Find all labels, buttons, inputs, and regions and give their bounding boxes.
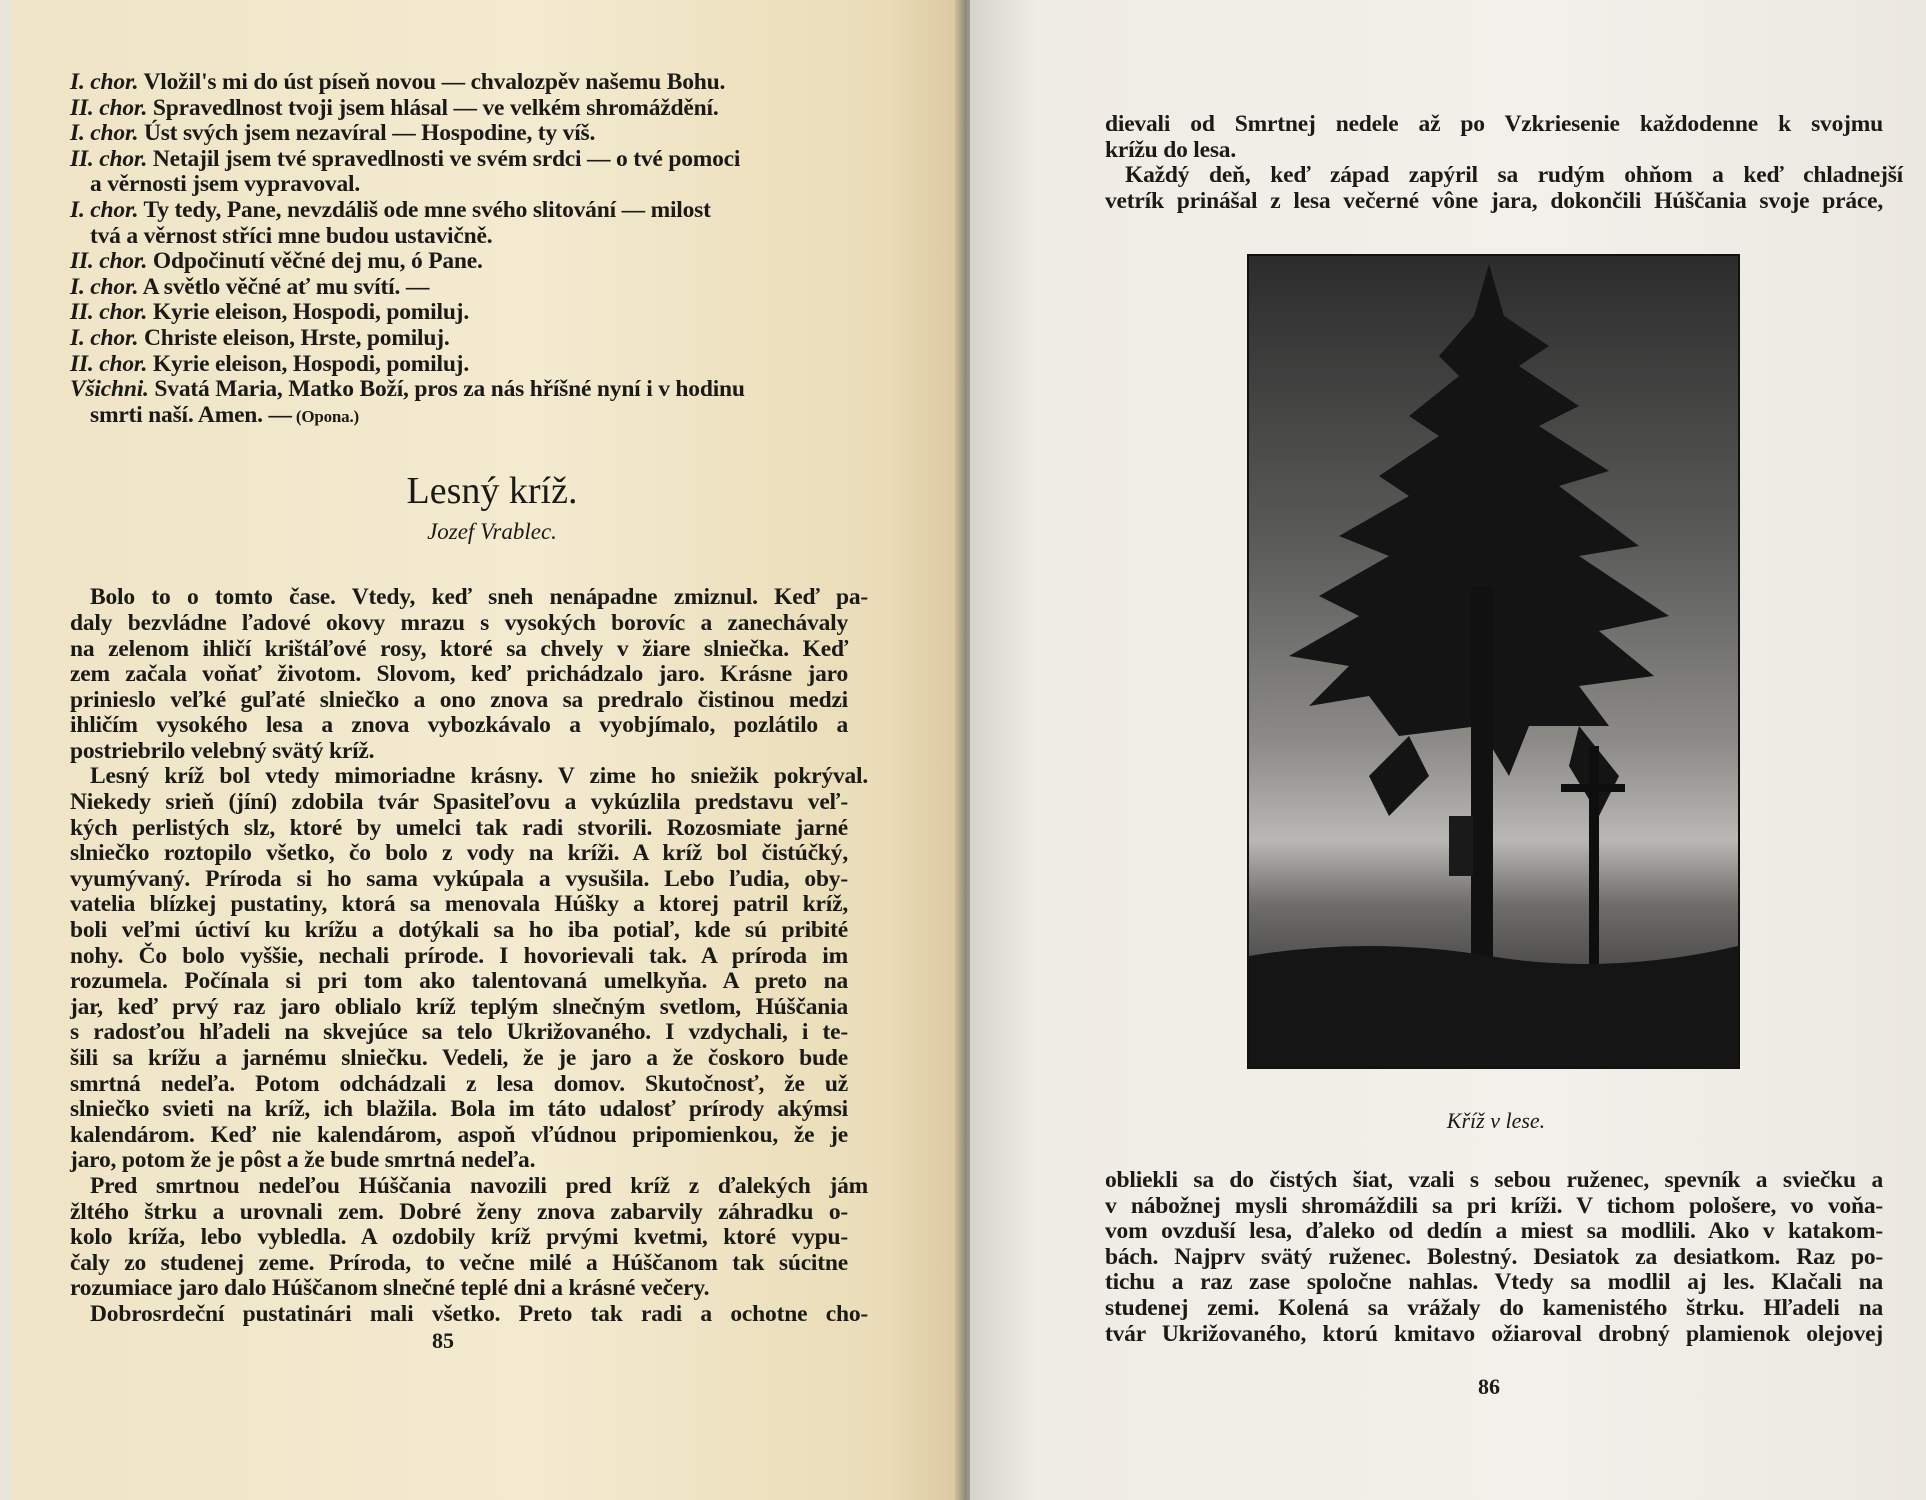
speaker-label: I. chor.	[70, 120, 139, 147]
article-title: Lesný kríž.	[406, 470, 578, 513]
page-number-left: 85	[432, 1328, 454, 1353]
speaker-label: I. chor.	[70, 69, 139, 95]
dialogue-line	[70, 172, 844, 198]
text-line: krížu do lesa.	[1105, 136, 1237, 163]
text-line: nohy. Čo bolo vyššie, nechali prírode. I hovorievali tak. A príroda im	[70, 942, 848, 969]
article-body-left	[70, 584, 868, 1327]
text-line: obliekli sa do čistých šiat, vzali s sebou ruženec, spevník a sviečku a	[1105, 1167, 1883, 1193]
dialogue-text: Svatá Maria, Matko Boží, pros za nás hříšné nyní i v hodinu	[148, 376, 745, 403]
speaker-label: II. chor.	[70, 299, 148, 326]
text-line: rozumela. Počínala si pri tom ako talentovaná umelkyňa. A preto na	[70, 968, 848, 995]
dialogue-text: Odpočinutí věčné dej mu, ó Pane.	[147, 248, 483, 275]
text-line: smrtná nedeľa. Potom odchádzali z lesa domov. Skutočnosť, že už	[70, 1070, 848, 1097]
dialogue-line	[70, 70, 844, 96]
dialogue-text: Netajil jsem tvé spravedlnosti ve svém srdci — o tvé pomoci	[147, 145, 741, 172]
text-line: čaly zo studenej zeme. Príroda, to večne milé a Húščanom tak súcitne	[70, 1249, 848, 1276]
dialogue-line	[70, 326, 844, 352]
text-line: šili sa krížu a jarnému slniečku. Vedeli, že je jaro a že čoskoro bude	[70, 1045, 848, 1071]
text-line: ihličím vysokého lesa a znova vybozkávalo a vyobjímalo, pozlátilo a	[70, 712, 848, 739]
dialogue-text: a věrnosti jsem vypravoval.	[90, 171, 361, 198]
dialogue-block	[70, 70, 844, 429]
text-line: slniečko svieti na kríž, ich blažila. Bola im táto udalosť prírody akýmsi	[70, 1096, 848, 1123]
article-body-right-top	[1105, 111, 1903, 214]
dialogue-text: Vložil's mi do úst píseň novou — chvalozpěv našemu Bohu.	[138, 69, 726, 95]
text-line: Dobrosrdeční pustatinári mali všetko. Preto tak radi a ochotne cho-	[90, 1300, 868, 1327]
dialogue-line	[70, 403, 844, 430]
text-line: zem začala voňať životom. Slovom, keď prichádzalo jaro. Krásne jaro	[70, 661, 848, 688]
left-page	[12, 0, 964, 1500]
dialogue-text: Ty tedy, Pane, nevzdáliš ode mne svého slitování — milost	[138, 196, 711, 223]
text-line: prinieslo veľké guľaté slniečko a ono znova sa predralo čistinou medzi	[70, 686, 848, 713]
dialogue-line	[70, 96, 844, 122]
dialogue-line	[70, 377, 844, 403]
text-line: vom ovzduší lesa, ďaleko od dedín a miest sa modlili. Ako v katakom-	[1105, 1218, 1883, 1245]
dialogue-text: Spravedlnost tvoji jsem hlásal — ve velkém shromáždění.	[147, 94, 719, 121]
speaker-label: Všichni.	[70, 376, 149, 403]
text-line: kalendárom. Keď nie kalendárom, aspoň vľúdnou pripomienkou, že je	[70, 1121, 848, 1148]
speaker-label: I. chor.	[70, 196, 139, 223]
dialogue-text: tvá a věrnost stříci mne budou ustavičně.	[90, 222, 493, 249]
text-line: dievali od Smrtnej nedele až po Vzkriesenie každodenne k svojmu	[1105, 111, 1883, 137]
dialogue-line	[70, 198, 844, 224]
dialogue-line	[70, 249, 844, 275]
dialogue-line	[70, 300, 844, 326]
text-line: Lesný kríž bol vtedy mimoriadne krásny. V zime ho sniežik pokrýval.	[90, 763, 868, 790]
text-line: tichu a raz zase spoločne nahlas. Vtedy sa modlil aj les. Klačali na	[1105, 1269, 1883, 1296]
text-line: Každý deň, keď západ zapýril sa rudým ohňom a keď chladnejší	[1125, 162, 1903, 189]
text-line: vetrík prinášal z lesa večerné vône jara, dokončili Húščania svoje práce,	[1105, 187, 1883, 214]
dialogue-line	[70, 121, 844, 147]
photo-caption: Kříž v lese.	[1446, 1108, 1546, 1133]
speaker-label: II. chor.	[70, 94, 148, 121]
speaker-label: I. chor.	[70, 273, 139, 300]
dialogue-line	[70, 275, 844, 301]
dialogue-text: Christe eleison, Hrste, pomiluj.	[138, 324, 450, 351]
speaker-label: II. chor.	[70, 248, 148, 275]
dialogue-line	[70, 224, 844, 250]
text-line: rozumiace jaro dalo Húščanom slnečné teplé dni a krásné večery.	[70, 1275, 710, 1302]
text-line: tvár Ukrižovaného, ktorú kmitavo ožiaroval drobný plamienok olejovej	[1105, 1320, 1883, 1347]
text-line: vyumývaný. Príroda si ho sama vykúpala a vysušila. Lebo ľudia, oby-	[70, 865, 848, 892]
text-line: bách. Najprv svätý ruženec. Bolestný. Desiatok za desiatkom. Raz po-	[1105, 1243, 1883, 1270]
speaker-label: II. chor.	[70, 350, 148, 377]
speaker-label: I. chor.	[70, 324, 139, 351]
text-line: Niekedy srieň (jíní) zdobila tvár Spasiteľovu a vykúzlila predstavu veľ-	[70, 789, 848, 816]
text-line: v nábožnej mysli shromáždili sa pri kríži. V tichom pološere, vo voňa-	[1105, 1192, 1883, 1219]
text-line: studenej zemi. Kolená sa vrážaly do kamenistého štrku. Hľadeli na	[1105, 1294, 1883, 1321]
article-author: Jozef Vrablec.	[427, 519, 557, 545]
text-line: s radosťou hľadeli na skvejúce sa telo Ukrižovaného. I vzdychali, i te-	[70, 1019, 848, 1046]
text-line: postriebrilo velebný svätý kríž.	[70, 737, 375, 764]
text-line: Pred smrtnou nedeľou Húščania navozili pred kríž z ďalekých jám	[90, 1172, 868, 1199]
cross-in-forest-photo	[1247, 254, 1740, 1069]
dialogue-text: A světlo věčné ať mu svítí. —	[138, 273, 430, 300]
text-line: žltého štrku a urovnali zem. Dobré ženy znova zabarvily záhradku o-	[70, 1198, 848, 1225]
dialogue-line	[70, 352, 844, 378]
article-body-right-bottom	[1105, 1168, 1885, 1347]
text-line: na zelenom ihličí krištáľové rosy, ktoré sa chvely v žiare slniečka. Keď	[70, 635, 848, 662]
text-line: slniečko roztopilo všetko, čo bolo z vody na kríži. A kríž bol čistúčký,	[70, 840, 848, 867]
speaker-label: II. chor.	[70, 145, 148, 172]
page-number-right: 86	[1478, 1374, 1500, 1399]
text-line: boli veľmi úctiví ku krížu a dotýkali sa ho iba potiaľ, kde sú pribité	[70, 917, 848, 944]
dialogue-text: Kyrie eleison, Hospodi, pomiluj.	[147, 350, 469, 377]
text-line: jar, keď prvý raz jaro oblialo kríž teplým slnečným svetlom, Húščania	[70, 993, 848, 1020]
text-line: Bolo to o tomto čase. Vtedy, keď sneh nenápadne zmiznul. Keď pa-	[90, 584, 868, 611]
text-line: daly bezvládne ľadové okovy mrazu s vysokých borovíc a zanechávaly	[70, 609, 848, 636]
dialogue-text: Úst svých jsem nezavíral — Hospodine, ty víš.	[138, 120, 596, 147]
text-line: jaro, potom že je pôst a že bude smrtná nedeľa.	[70, 1147, 536, 1174]
text-line: vatelia blízkej pustatiny, ktorá sa menovala Húšky a ktorej patril kríž,	[70, 891, 848, 918]
text-line: kých perlistých slz, ktoré by umelci tak radi stvorili. Rozosmiate jarné	[70, 814, 848, 841]
dialogue-text: Kyrie eleison, Hospodi, pomiluj.	[147, 299, 469, 326]
stage-direction: (Opona.)	[291, 406, 359, 426]
dialogue-text: smrti naší. Amen. —	[90, 401, 292, 428]
text-line: kolo kríža, lebo vybledla. A ozdobily kríž prvými kvetmi, ktoré vypu-	[70, 1224, 848, 1251]
dialogue-line	[70, 147, 844, 173]
